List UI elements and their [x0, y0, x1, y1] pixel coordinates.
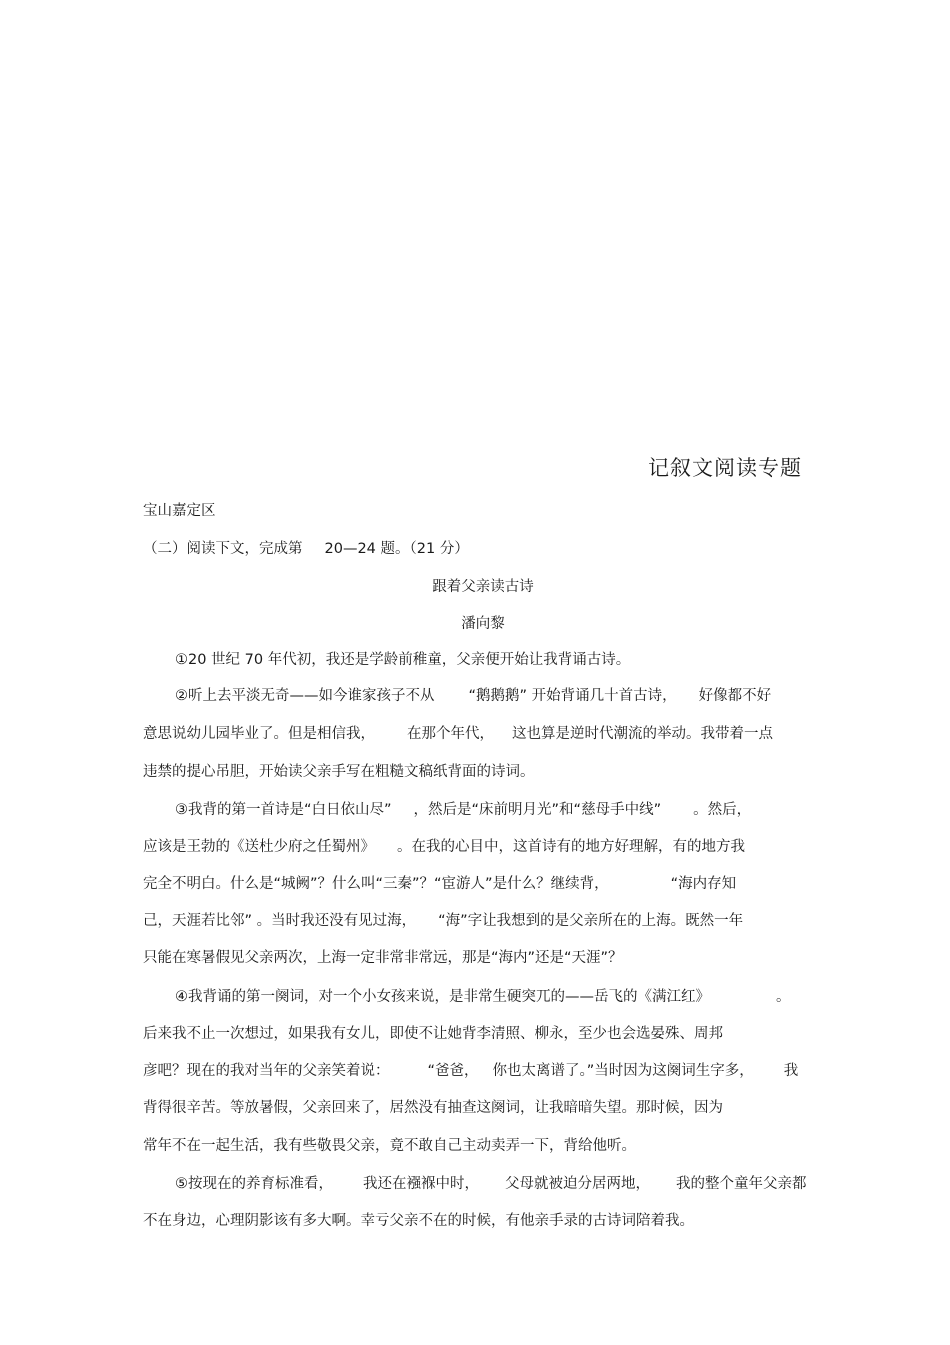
question-instruction	[143, 537, 469, 558]
paragraph-3-line-2	[143, 837, 745, 857]
text-segment: ③我背的第一首诗是“白日依山尽”	[175, 802, 392, 818]
article-title: 跟着父亲读古诗	[432, 579, 534, 595]
document-title: 记叙文阅读专题	[648, 456, 802, 480]
text-segment: 。然后，	[693, 802, 752, 818]
text-segment: “鹅鹅鹅” 开始背诵几十首古诗，	[468, 688, 677, 704]
text-segment: ④我背诵的第一阕词，对一个小女孩来说，是非常生硬突兀的——岳飞的《满江红》	[175, 989, 710, 1005]
paragraph-2-line-3: 违禁的提心吊胆，开始读父亲手写在粗糙文稿纸背面的诗词。	[143, 764, 535, 780]
paragraph-3-line-4	[143, 911, 743, 931]
text-segment: 我	[783, 1063, 799, 1079]
text-segment: 我还在襁褓中时，	[363, 1176, 479, 1192]
text-segment: 己，天涯若比邻” 。当时我还没有见过海，	[143, 913, 417, 929]
text-segment: 父母就被迫分居两地，	[505, 1176, 650, 1192]
text-segment: 在那个年代，	[407, 726, 494, 742]
text-segment: ，然后是“床前明月光”和“慈母手中线”	[413, 802, 662, 818]
text-segment: ⑤按现在的养育标准看，	[175, 1176, 333, 1192]
paragraph-4-line-5: 常年不在一起生活，我有些敬畏父亲，竟不敢自己主动卖弄一下，背给他听。	[143, 1138, 636, 1154]
paragraph-4-line-1	[175, 987, 791, 1007]
text-segment: “海内存知	[670, 876, 737, 892]
text-segment: 你也太离谱了。”当时因为这阕词生字多，	[492, 1063, 754, 1079]
text-segment: 这也算是逆时代潮流的举动。我带着一点	[512, 726, 773, 742]
paragraph-1-line-1: ①20 世纪 70 年代初，我还是学龄前稚童，父亲便开始让我背诵古诗。	[175, 652, 631, 668]
article-author: 潘向黎	[461, 616, 505, 632]
text-segment: “爸爸，	[427, 1063, 479, 1079]
paragraph-3-line-3	[143, 874, 736, 894]
text-segment: 好像都不好	[698, 688, 772, 704]
text-segment: 。在我的心目中，这首诗有的地方好理解，有的地方我	[397, 839, 745, 855]
paragraph-2-line-2	[143, 724, 773, 744]
paragraph-5-line-1	[175, 1174, 807, 1194]
paragraph-4-line-4: 背得很辛苦。等放暑假，父亲回来了，居然没有抽查这阕词，让我暗暗失望。那时候，因为	[143, 1100, 723, 1116]
text-segment: ②听上去平淡无奇——如今谁家孩子不从	[175, 688, 435, 704]
region-label: 宝山嘉定区	[143, 503, 216, 519]
paragraph-2-line-1	[175, 686, 771, 706]
text-segment: 应该是王勃的《送杜少府之任蜀州》	[143, 839, 375, 855]
text-segment: 。	[776, 989, 791, 1005]
instruction-part-2: 20—24 题。（21 分）	[324, 541, 469, 557]
paragraph-4-line-3	[143, 1061, 798, 1081]
paragraph-5-line-2: 不在身边，心理阴影该有多大啊。幸亏父亲不在的时候，有他亲手录的古诗词陪着我。	[143, 1213, 694, 1229]
text-segment: 我的整个童年父亲都	[676, 1176, 807, 1192]
text-segment: 彦吧？现在的我对当年的父亲笑着说：	[143, 1063, 390, 1079]
paragraph-3-line-1	[175, 800, 751, 820]
instruction-part-1: （二）阅读下文，完成第	[143, 541, 303, 557]
text-segment: 完全不明白。什么是“城阙”？什么叫“三秦”？“宦游人”是什么？继续背，	[143, 876, 609, 892]
paragraph-3-line-5: 只能在寒暑假见父亲两次，上海一定非常非常远，那是“海内”还是“天涯”？	[143, 950, 623, 966]
text-segment: “海”字让我想到的是父亲所在的上海。既然一年	[438, 913, 744, 929]
text-segment: 意思说幼儿园毕业了。但是相信我，	[143, 726, 375, 742]
paragraph-4-line-2: 后来我不止一次想过，如果我有女儿，即使不让她背李清照、柳永，至少也会选晏殊、周邦	[143, 1026, 723, 1042]
